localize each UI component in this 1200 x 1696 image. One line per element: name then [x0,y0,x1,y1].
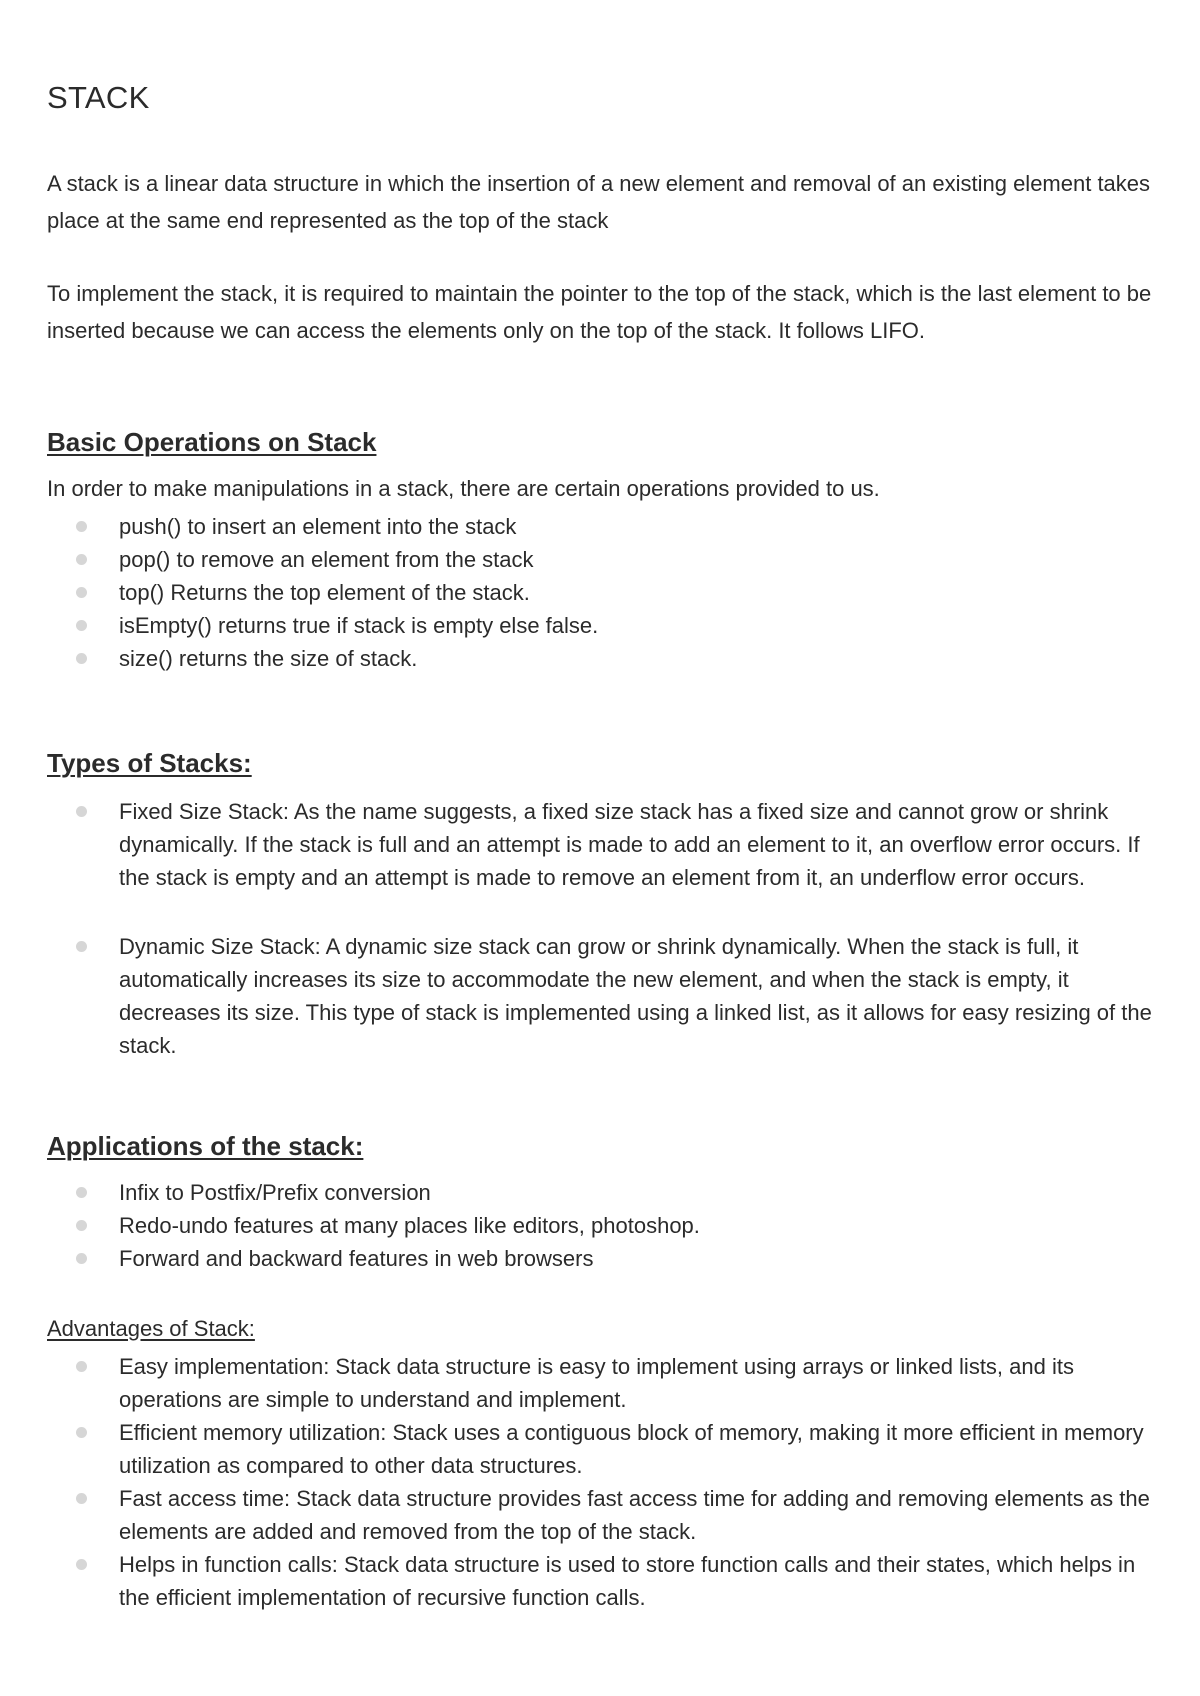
list-item: size() returns the size of stack. [47,642,1167,675]
bullet-icon [76,1253,87,1264]
bullet-icon [76,521,87,532]
bullet-icon [76,1220,87,1231]
list-item: Fixed Size Stack: As the name suggests, a fixed size stack has a fixed size and cannot grow or shrink dynamically. If the stack is full and an attempt is made to add an element to it, an overflow error occurs. If the stack is empty and an attempt is made to remove an element from it, an underflow error occurs. [47,795,1167,894]
advantages-list [47,1350,1167,1614]
bullet-icon [76,1427,87,1438]
list-item: Efficient memory utilization: Stack uses a contiguous block of memory, making it more efficient in memory utilization as compared to other data structures. [47,1416,1167,1482]
applications-list [47,1176,1167,1275]
bullet-icon [76,1493,87,1504]
list-item: pop() to remove an element from the stack [47,543,1167,576]
list-item: Dynamic Size Stack: A dynamic size stack can grow or shrink dynamically. When the stack is full, it automatically increases its size to accommodate the new element, and when the stack is empty, it decreases its size. This type of stack is implemented using a linked list, as it allows for easy resizing of the stack. [47,930,1167,1062]
bullet-icon [76,587,87,598]
types-heading: Types of Stacks: [47,748,252,778]
bullet-icon [76,1559,87,1570]
list-item: top() Returns the top element of the stack. [47,576,1167,609]
applications-heading: Applications of the stack: [47,1131,364,1161]
list-item: push() to insert an element into the stack [47,510,1167,543]
intro-paragraph-2: To implement the stack, it is required to maintain the pointer to the top of the stack, which is the last element to be inserted because we can access the elements only on the top of the stack. It follows LIFO. [47,281,1152,343]
bullet-icon [76,806,87,817]
bullet-icon [76,653,87,664]
advantages-heading: Advantages of Stack: [47,1316,255,1341]
page-title: STACK [47,80,150,115]
basic-operations-heading: Basic Operations on Stack [47,427,377,457]
list-item: isEmpty() returns true if stack is empty else false. [47,609,1167,642]
list-item: Helps in function calls: Stack data structure is used to store function calls and their states, which helps in the efficient implementation of recursive function calls. [47,1548,1167,1614]
basic-operations-list [47,510,1167,675]
intro-paragraph-1: A stack is a linear data structure in which the insertion of a new element and removal of an existing element takes place at the same end represented as the top of the stack [47,171,1151,233]
list-item: Infix to Postfix/Prefix conversion [47,1176,1167,1209]
basic-operations-description: In order to make manipulations in a stack, there are certain operations provided to us. [47,476,880,501]
bullet-icon [76,1361,87,1372]
types-list [47,795,1167,1098]
list-item: Fast access time: Stack data structure provides fast access time for adding and removing elements as the elements are added and removed from the top of the stack. [47,1482,1167,1548]
bullet-icon [76,554,87,565]
bullet-icon [76,620,87,631]
bullet-icon [76,941,87,952]
list-item: Redo-undo features at many places like editors, photoshop. [47,1209,1167,1242]
bullet-icon [76,1187,87,1198]
list-item: Forward and backward features in web browsers [47,1242,1167,1275]
list-item: Easy implementation: Stack data structure is easy to implement using arrays or linked lists, and its operations are simple to understand and implement. [47,1350,1167,1416]
